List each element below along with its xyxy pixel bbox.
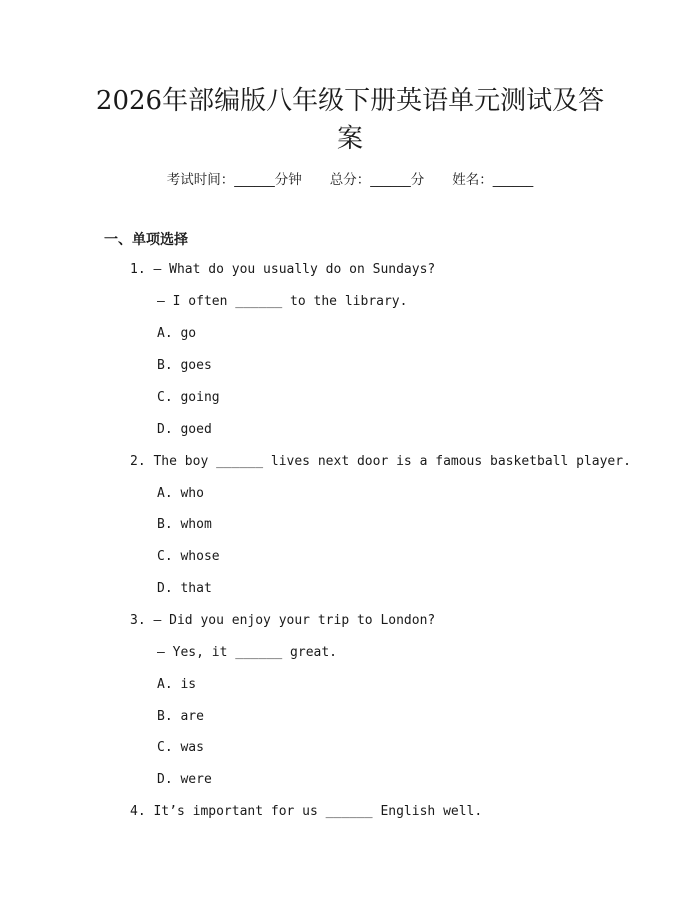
question-1-option-b: B. goes — [157, 358, 212, 373]
question-3-option-c: C. was — [157, 740, 204, 755]
question-3-option-b: B. are — [157, 709, 204, 724]
question-3-option-a: A. is — [157, 677, 197, 692]
exam-info — [0, 168, 700, 188]
question-1-option-d: D. goed — [157, 422, 212, 437]
question-2-option-c: C. whose — [157, 549, 220, 564]
section-heading: 一、单项选择 — [104, 232, 188, 248]
question-2-option-d: D. that — [157, 581, 212, 596]
question-1-option-c: C. going — [157, 390, 220, 405]
question-2-option-a: A. who — [157, 486, 204, 501]
question-1-option-a: A. go — [157, 326, 197, 341]
question-2-stem: 2. The boy ______ lives next door is a famous basketball player. — [130, 454, 631, 469]
exam-total-score: 总分：______分 — [329, 172, 425, 188]
question-3-response: — Yes, it ______ great. — [157, 645, 338, 660]
question-1-stem: 1. — What do you usually do on Sundays? — [130, 262, 436, 277]
question-1-response: — I often ______ to the library. — [157, 294, 408, 309]
question-3-stem: 3. — Did you enjoy your trip to London? — [130, 613, 436, 628]
student-name: 姓名：______ — [452, 172, 534, 188]
question-3-option-d: D. were — [157, 772, 212, 787]
page-title: 2026年部编版八年级下册英语单元测试及答案 — [95, 86, 605, 154]
question-4-stem: 4. It’s important for us ______ English well. — [130, 804, 483, 819]
exam-time: 考试时间：______分钟 — [166, 172, 302, 188]
question-2-option-b: B. whom — [157, 517, 212, 532]
